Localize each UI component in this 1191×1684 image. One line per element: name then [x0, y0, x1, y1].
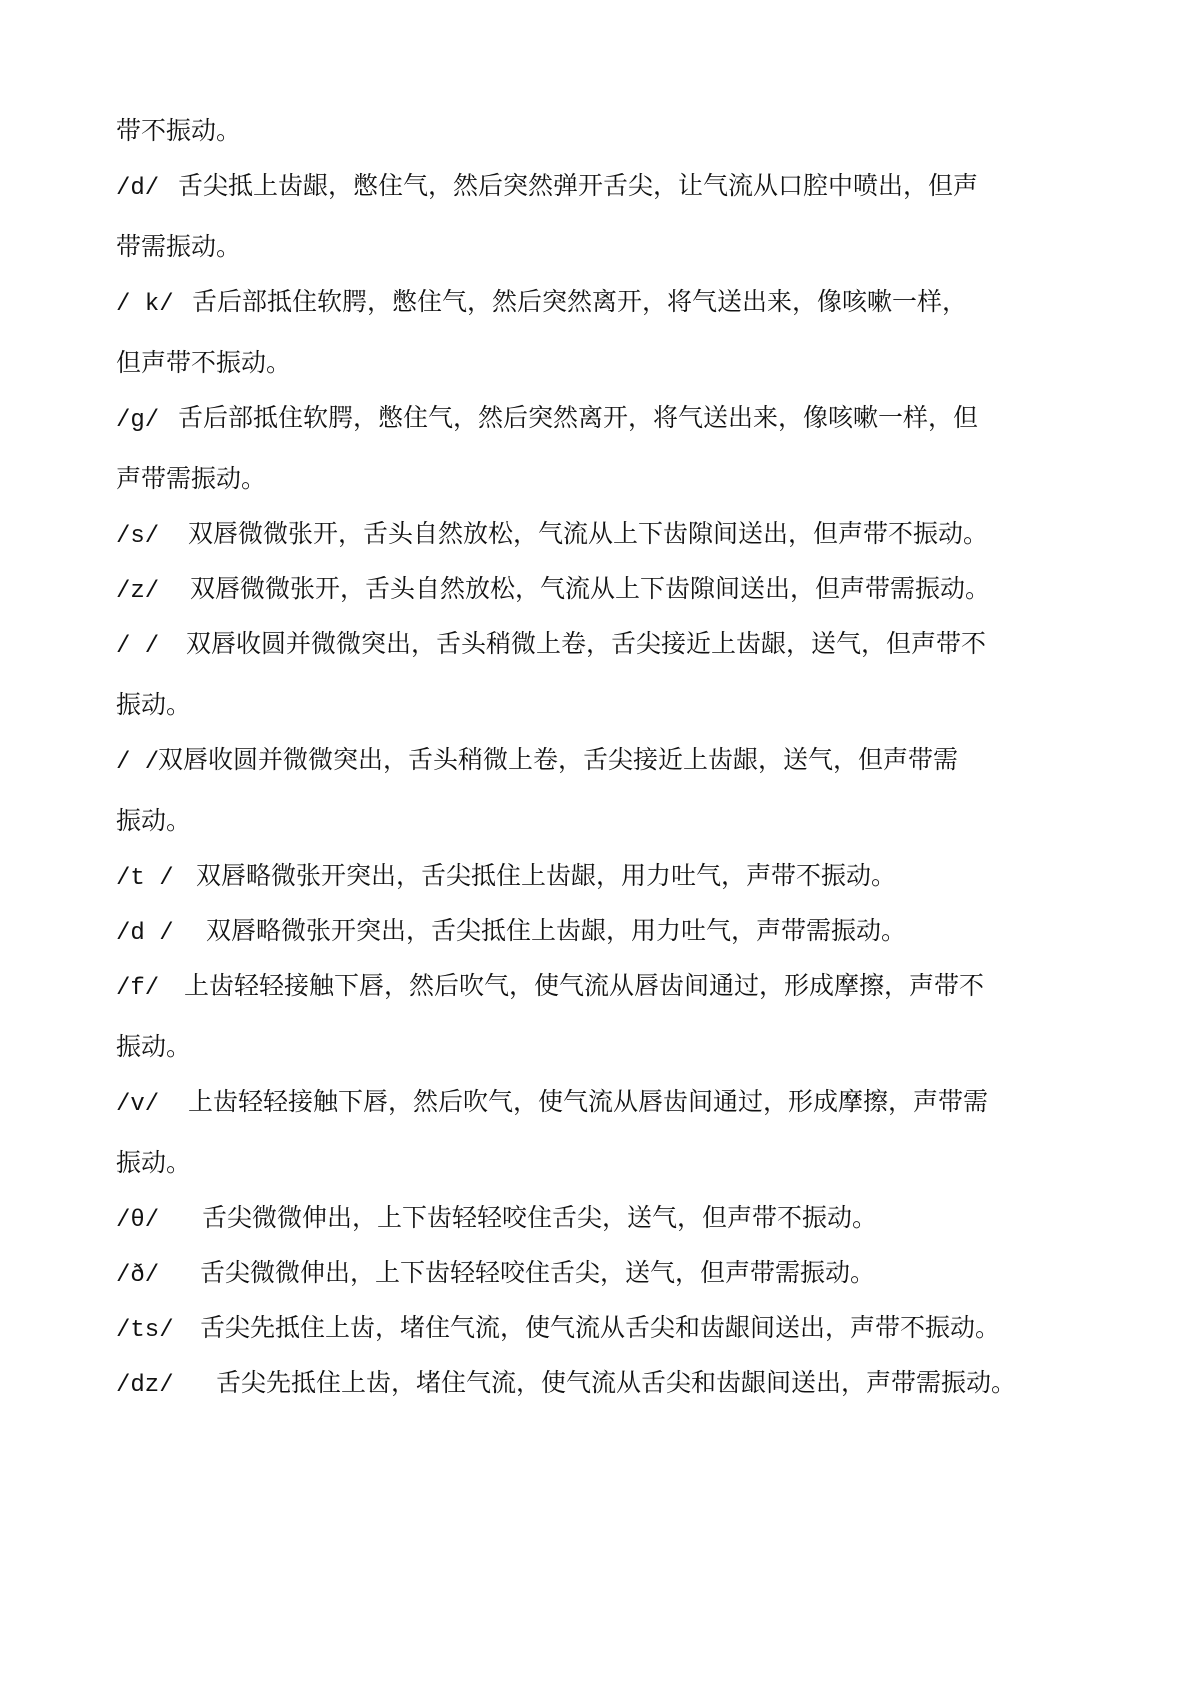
line-text: 带需振动。 [116, 232, 242, 261]
phoneme-line-theta [116, 1203, 877, 1236]
text-line [116, 806, 191, 836]
phoneme-line-z [116, 574, 990, 607]
phoneme-symbol: / k/ [116, 291, 174, 318]
phoneme-symbol: /g/ [116, 407, 160, 434]
text-line [116, 464, 266, 494]
line-text: 但声带不振动。 [116, 348, 292, 377]
phoneme-symbol: /ð/ [116, 1262, 160, 1289]
phoneme-description: 舌尖先抵住上齿，堵住气流，使气流从舌尖和齿龈间送出，声带需振动。 [216, 1368, 1017, 1397]
phoneme-line-s [116, 519, 988, 552]
phoneme-symbol: /z/ [116, 578, 160, 605]
line-text: 振动。 [116, 1032, 192, 1061]
text-line [116, 690, 191, 720]
phoneme-symbol: /d / [116, 920, 174, 947]
line-text: 带不振动。 [116, 116, 242, 145]
phoneme-description: 双唇略微张开突出，舌尖抵住上齿龈，用力吐气，声带需振动。 [206, 916, 907, 945]
phoneme-description: 舌尖微微伸出，上下齿轻轻咬住舌尖，送气，但声带需振动。 [200, 1258, 876, 1287]
text-line [116, 116, 241, 146]
phoneme-description: 上齿轻轻接触下唇，然后吹气，使气流从唇齿间通过，形成摩擦，声带不 [184, 971, 985, 1000]
phoneme-description: 双唇略微张开突出，舌尖抵住上齿龈，用力吐气，声带不振动。 [196, 861, 897, 890]
text-line [116, 348, 291, 378]
phoneme-line-zh [116, 745, 958, 778]
phoneme-description: 舌尖微微伸出，上下齿轻轻咬住舌尖，送气，但声带不振动。 [202, 1203, 878, 1232]
phoneme-symbol: /v/ [116, 1091, 160, 1118]
line-text: 振动。 [116, 806, 192, 835]
phoneme-line-k [116, 287, 967, 320]
phoneme-symbol: / / [116, 749, 160, 776]
phoneme-description: 双唇微微张开，舌头自然放松，气流从上下齿隙间送出，但声带不振动。 [188, 519, 989, 548]
phoneme-description: 上齿轻轻接触下唇，然后吹气，使气流从唇齿间通过，形成摩擦，声带需 [188, 1087, 989, 1116]
phoneme-symbol: /s/ [116, 523, 160, 550]
phoneme-description: 舌后部抵住软腭，憋住气，然后突然离开，将气送出来，像咳嗽一样， [192, 287, 968, 316]
phoneme-symbol: /dz/ [116, 1372, 174, 1399]
phoneme-line-d [116, 171, 978, 204]
phoneme-description: 舌后部抵住软腭，憋住气，然后突然离开，将气送出来，像咳嗽一样，但 [178, 403, 979, 432]
phoneme-line-sh [116, 629, 986, 662]
text-line [116, 232, 241, 262]
phoneme-symbol: /f/ [116, 975, 160, 1002]
phoneme-symbol: /ts/ [116, 1317, 174, 1344]
phoneme-line-g [116, 403, 978, 436]
text-line [116, 1148, 191, 1178]
phoneme-line-dzh [116, 916, 906, 949]
phoneme-description: 舌尖抵上齿龈，憋住气，然后突然弹开舌尖，让气流从口腔中喷出，但声 [178, 171, 979, 200]
phoneme-line-eth [116, 1258, 875, 1291]
phoneme-symbol: /d/ [116, 175, 160, 202]
phoneme-line-f [116, 971, 984, 1004]
phoneme-line-ts [116, 1313, 1000, 1346]
phoneme-symbol: / / [116, 633, 160, 660]
text-line [116, 1032, 191, 1062]
phoneme-symbol: /θ/ [116, 1207, 160, 1234]
phoneme-line-v [116, 1087, 988, 1120]
phoneme-line-dz [116, 1368, 1016, 1401]
phoneme-description: 双唇微微张开，舌头自然放松，气流从上下齿隙间送出，但声带需振动。 [190, 574, 991, 603]
phoneme-description: 舌尖先抵住上齿，堵住气流，使气流从舌尖和齿龈间送出，声带不振动。 [200, 1313, 1001, 1342]
phoneme-symbol: /t / [116, 865, 174, 892]
phoneme-description: 双唇收圆并微微突出，舌头稍微上卷，舌尖接近上齿龈，送气，但声带不 [186, 629, 987, 658]
line-text: 振动。 [116, 1148, 192, 1177]
phoneme-description: 双唇收圆并微微突出，舌头稍微上卷，舌尖接近上齿龈，送气，但声带需 [158, 745, 959, 774]
phoneme-line-tsh [116, 861, 896, 894]
line-text: 振动。 [116, 690, 192, 719]
line-text: 声带需振动。 [116, 464, 267, 493]
